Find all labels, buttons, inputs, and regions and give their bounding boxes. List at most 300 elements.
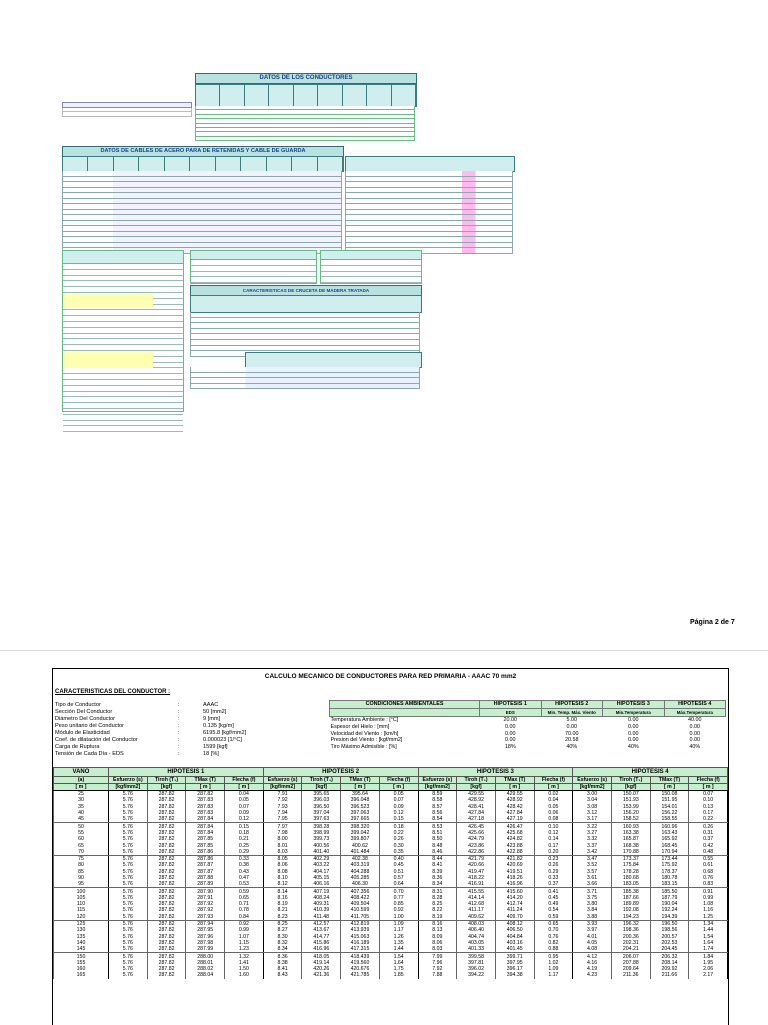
table-cell: 404.17 bbox=[302, 869, 341, 875]
table-cell: 427.18 bbox=[457, 816, 496, 823]
table-cell: 7.97 bbox=[263, 823, 302, 830]
table-cell: 7.91 bbox=[263, 791, 302, 798]
table-cell: 5.76 bbox=[109, 966, 148, 972]
table-cell: 178.37 bbox=[650, 869, 689, 875]
table-cell: 158.55 bbox=[650, 816, 689, 823]
column-unit: [ m ] bbox=[379, 784, 418, 791]
table-cell: 4.05 bbox=[573, 940, 612, 946]
table-cell: 130 bbox=[54, 927, 109, 933]
table-cell: 396.523 bbox=[341, 804, 380, 810]
page-divider bbox=[0, 650, 768, 651]
table-cell: 198.56 bbox=[650, 927, 689, 933]
table-cell: 204.21 bbox=[611, 946, 650, 953]
table-cell: 0.15 bbox=[379, 816, 418, 823]
table-cell: 5.76 bbox=[109, 940, 148, 946]
table-cell: 287.96 bbox=[186, 934, 225, 940]
table-cell: 0.37 bbox=[689, 836, 728, 842]
table-cell: 408.422 bbox=[341, 895, 380, 901]
table-cell: 1.17 bbox=[534, 972, 573, 978]
table-cell: 396.02 bbox=[457, 966, 496, 972]
table-cell: 0.77 bbox=[379, 895, 418, 901]
hyp4-header: HIPOTESIS 4 bbox=[573, 768, 728, 777]
table-cell: 0.26 bbox=[534, 862, 573, 868]
table-cell: 399.58 bbox=[457, 953, 496, 960]
table-cell: 427.19 bbox=[495, 816, 534, 823]
table-cell: 287.82 bbox=[147, 816, 186, 823]
table-cell: 5.76 bbox=[109, 842, 148, 848]
table-cell: 8.19 bbox=[263, 901, 302, 907]
table-cell: 3.37 bbox=[573, 842, 612, 848]
table-cell: 412.68 bbox=[457, 901, 496, 907]
sheet-title: CALCULO MECANICO DE CONDUCTORES PARA RED PRIMARIA - AAAC 70 mm2 bbox=[264, 673, 517, 680]
table-cell: 287.92 bbox=[186, 907, 225, 913]
conditions-header: CONDICIONES AMBIENTALES bbox=[330, 701, 480, 709]
table-cell: 70 bbox=[54, 849, 109, 856]
table-cell: 185.50 bbox=[650, 888, 689, 895]
table-cell: 8.23 bbox=[263, 914, 302, 921]
table-row bbox=[54, 855, 728, 862]
table-cell: 398.99 bbox=[302, 830, 341, 836]
table-cell: 402.29 bbox=[302, 855, 341, 862]
table-cell: 7.96 bbox=[418, 960, 457, 966]
table-cell: 1.08 bbox=[689, 901, 728, 907]
table-cell: 163.38 bbox=[611, 830, 650, 836]
table-row bbox=[54, 849, 728, 856]
table-cell: 1.74 bbox=[689, 946, 728, 953]
table-cell: 287.82 bbox=[147, 914, 186, 921]
table-cell: 0.85 bbox=[379, 901, 418, 907]
table-cell: 170.88 bbox=[611, 849, 650, 856]
crossarm-title: CARACTERISTICAS DE CRUCETA DE MADERA TRATADA bbox=[190, 285, 422, 296]
table-cell: 420.66 bbox=[457, 862, 496, 868]
table-cell: 3.17 bbox=[573, 816, 612, 823]
table-cell: 399.807 bbox=[341, 836, 380, 842]
table-cell: 0.57 bbox=[379, 875, 418, 881]
steel-cables-right-rows bbox=[345, 171, 513, 254]
table-cell: 0.88 bbox=[534, 946, 573, 953]
column-unit: [ m ] bbox=[186, 784, 225, 791]
table-cell: 175.92 bbox=[650, 862, 689, 868]
hypothesis-header: HIPOTESIS 1 bbox=[480, 701, 542, 709]
table-cell: 5.76 bbox=[109, 920, 148, 927]
table-cell: 0.23 bbox=[534, 855, 573, 862]
table-cell: 0.59 bbox=[225, 888, 264, 895]
table-cell: 1.32 bbox=[225, 953, 264, 960]
table-cell: 8.19 bbox=[418, 914, 457, 921]
table-cell: 425.66 bbox=[457, 830, 496, 836]
table-cell: 4.16 bbox=[573, 960, 612, 966]
table-cell: 211.66 bbox=[650, 972, 689, 978]
insulator-header bbox=[245, 352, 422, 368]
table-cell: 8.48 bbox=[418, 842, 457, 848]
column-label: Flecha (f) bbox=[689, 777, 728, 784]
table-cell: 8.06 bbox=[263, 862, 302, 868]
table-cell: 1.44 bbox=[379, 946, 418, 953]
table-cell: 0.12 bbox=[379, 810, 418, 816]
table-cell: 8.53 bbox=[418, 823, 457, 830]
table-cell: 287.88 bbox=[186, 875, 225, 881]
table-cell: 1.16 bbox=[689, 907, 728, 913]
column-unit: [kgf] bbox=[457, 784, 496, 791]
table-cell: 7.94 bbox=[263, 810, 302, 816]
poles-table-preview bbox=[62, 250, 184, 412]
property-row: Tensión de Cada Día - EDS : 18 [%] bbox=[55, 751, 219, 757]
table-cell: 1.41 bbox=[225, 960, 264, 966]
highlight-block bbox=[63, 352, 153, 368]
table-cell: 8.57 bbox=[418, 804, 457, 810]
table-cell: 0.68 bbox=[689, 869, 728, 875]
table-cell: 1.09 bbox=[534, 966, 573, 972]
table-cell: 0.49 bbox=[534, 901, 573, 907]
table-cell: 287.82 bbox=[147, 849, 186, 856]
table-cell: 409.31 bbox=[302, 901, 341, 907]
table-cell: 287.84 bbox=[186, 816, 225, 823]
table-cell: 4.12 bbox=[573, 953, 612, 960]
table-cell: 426.47 bbox=[495, 823, 534, 830]
table-cell: 1.35 bbox=[379, 940, 418, 946]
span-calc-table bbox=[53, 767, 728, 979]
table-cell: 4.23 bbox=[573, 972, 612, 978]
table-cell: 8.16 bbox=[263, 895, 302, 901]
table-cell: 287.84 bbox=[186, 830, 225, 836]
table-cell: 287.89 bbox=[186, 881, 225, 888]
table-cell: 401.45 bbox=[495, 946, 534, 953]
table-cell: 0.29 bbox=[225, 849, 264, 856]
table-cell: 75 bbox=[54, 855, 109, 862]
condition-row: Velocidad del Viento : [km/h] 0.00 70.00 0.00 0.00 bbox=[330, 730, 700, 737]
table-cell: 8.03 bbox=[263, 849, 302, 856]
table-cell: 3.57 bbox=[573, 869, 612, 875]
table-cell: 0.70 bbox=[534, 927, 573, 933]
table-cell: 8.30 bbox=[263, 934, 302, 940]
column-unit: [ m ] bbox=[225, 784, 264, 791]
table-cell: 287.82 bbox=[186, 791, 225, 798]
table-cell: 7.92 bbox=[263, 797, 302, 803]
table-cell: 398.28 bbox=[302, 823, 341, 830]
table-cell: 5.76 bbox=[109, 888, 148, 895]
table-cell: 180.68 bbox=[611, 875, 650, 881]
conductors-data-title: DATOS DE LOS CONDUCTORES bbox=[195, 73, 417, 84]
table-cell: 173.44 bbox=[650, 855, 689, 862]
table-cell: 3.66 bbox=[573, 881, 612, 888]
table-cell: 0.51 bbox=[379, 869, 418, 875]
table-cell: 1.64 bbox=[379, 960, 418, 966]
table-cell: 0.55 bbox=[689, 855, 728, 862]
table-cell: 418.439 bbox=[341, 953, 380, 960]
table-cell: 5.76 bbox=[109, 907, 148, 913]
table-cell: 287.82 bbox=[147, 855, 186, 862]
table-cell: 419.51 bbox=[495, 869, 534, 875]
column-unit: [kgf/mm2] bbox=[263, 784, 302, 791]
table-cell: 287.91 bbox=[186, 895, 225, 901]
table-cell: 3.52 bbox=[573, 862, 612, 868]
table-cell: 5.76 bbox=[109, 869, 148, 875]
column-label: Tiroh (T₁) bbox=[457, 777, 496, 784]
table-cell: 3.75 bbox=[573, 895, 612, 901]
table-cell: 287.82 bbox=[147, 836, 186, 842]
table-cell: 287.82 bbox=[147, 881, 186, 888]
table-cell: 287.82 bbox=[147, 927, 186, 933]
right-table-preview bbox=[320, 250, 422, 284]
table-cell: 0.47 bbox=[225, 875, 264, 881]
table-cell: 287.82 bbox=[147, 830, 186, 836]
table-cell: 403.16 bbox=[495, 940, 534, 946]
table-cell: 0.95 bbox=[534, 953, 573, 960]
column-label: TMax (T) bbox=[495, 777, 534, 784]
table-cell: 399.71 bbox=[495, 953, 534, 960]
column-label: Tiroh (T₁) bbox=[611, 777, 650, 784]
table-cell: 419.47 bbox=[457, 869, 496, 875]
column-label: Esfuerzo (s) bbox=[418, 777, 457, 784]
column-unit: [ m ] bbox=[534, 784, 573, 791]
table-cell: 170.94 bbox=[650, 849, 689, 856]
table-cell: 160.93 bbox=[611, 823, 650, 830]
table-cell: 151.95 bbox=[650, 797, 689, 803]
table-cell: 408.12 bbox=[495, 920, 534, 927]
table-cell: 0.45 bbox=[379, 862, 418, 868]
table-cell: 5.76 bbox=[109, 901, 148, 907]
table-cell: 0.54 bbox=[534, 907, 573, 913]
table-cell: 0.18 bbox=[379, 823, 418, 830]
table-cell: 5.76 bbox=[109, 816, 148, 823]
table-cell: 394.38 bbox=[495, 972, 534, 978]
table-cell: 200.36 bbox=[611, 934, 650, 940]
table-cell: 5.76 bbox=[109, 855, 148, 862]
table-cell: 0.53 bbox=[225, 881, 264, 888]
table-cell: 0.84 bbox=[225, 914, 264, 921]
table-cell: 0.05 bbox=[225, 797, 264, 803]
table-row bbox=[54, 953, 728, 960]
table-cell: 190.04 bbox=[650, 901, 689, 907]
table-cell: 400.62 bbox=[341, 842, 380, 848]
conductors-data-header bbox=[195, 84, 417, 107]
table-cell: 1.44 bbox=[689, 927, 728, 933]
table-cell: 145 bbox=[54, 946, 109, 953]
table-cell: 1.50 bbox=[225, 966, 264, 972]
table-cell: 287.82 bbox=[147, 862, 186, 868]
table-cell: 7.93 bbox=[263, 804, 302, 810]
table-cell: 1.15 bbox=[225, 940, 264, 946]
table-cell: 287.82 bbox=[147, 842, 186, 848]
table-cell: 5.76 bbox=[109, 895, 148, 901]
table-cell: 3.08 bbox=[573, 804, 612, 810]
table-cell: 416.96 bbox=[302, 946, 341, 953]
table-cell: 135 bbox=[54, 934, 109, 940]
table-cell: 8.25 bbox=[418, 901, 457, 907]
table-cell: 211.36 bbox=[611, 972, 650, 978]
table-cell: 40 bbox=[54, 810, 109, 816]
table-cell: 396.17 bbox=[495, 966, 534, 972]
table-cell: 0.05 bbox=[379, 791, 418, 798]
table-cell: 403.22 bbox=[302, 862, 341, 868]
table-cell: 208.14 bbox=[650, 960, 689, 966]
table-cell: 3.12 bbox=[573, 810, 612, 816]
table-cell: 287.82 bbox=[147, 895, 186, 901]
table-cell: 288.04 bbox=[186, 972, 225, 978]
property-row: Carga de Ruptura : 1599 [kgf] bbox=[55, 744, 228, 750]
table-cell: 5.76 bbox=[109, 934, 148, 940]
table-cell: 5.76 bbox=[109, 881, 148, 888]
table-cell: 0.76 bbox=[689, 875, 728, 881]
table-cell: 2.17 bbox=[689, 972, 728, 978]
table-cell: 287.82 bbox=[147, 791, 186, 798]
table-cell: 420.676 bbox=[341, 966, 380, 972]
table-cell: 8.43 bbox=[263, 972, 302, 978]
table-cell: 428.41 bbox=[457, 804, 496, 810]
table-cell: 287.83 bbox=[186, 797, 225, 803]
table-cell: 0.64 bbox=[379, 881, 418, 888]
table-cell: 410.599 bbox=[341, 907, 380, 913]
table-cell: 120 bbox=[54, 914, 109, 921]
table-cell: 427.84 bbox=[457, 810, 496, 816]
table-cell: 5.76 bbox=[109, 927, 148, 933]
table-cell: 415.60 bbox=[495, 888, 534, 895]
steel-cables-header bbox=[62, 156, 344, 172]
table-cell: 8.27 bbox=[263, 927, 302, 933]
table-cell: 45 bbox=[54, 816, 109, 823]
table-cell: 196.32 bbox=[611, 920, 650, 927]
conductors-data-rows bbox=[195, 106, 415, 141]
table-cell: 192.24 bbox=[650, 907, 689, 913]
table-cell: 163.43 bbox=[650, 830, 689, 836]
table-cell: 406.30 bbox=[341, 881, 380, 888]
table-cell: 0.33 bbox=[225, 855, 264, 862]
table-cell: 160.96 bbox=[650, 823, 689, 830]
column-unit: [kgf/mm2] bbox=[109, 784, 148, 791]
table-cell: 173.37 bbox=[611, 855, 650, 862]
table-cell: 8.39 bbox=[418, 869, 457, 875]
table-cell: 8.16 bbox=[418, 920, 457, 927]
table-cell: 0.92 bbox=[225, 920, 264, 927]
table-cell: 5.76 bbox=[109, 849, 148, 856]
table-cell: 1.75 bbox=[379, 966, 418, 972]
column-unit: [kgf] bbox=[147, 784, 186, 791]
table-cell: 0.83 bbox=[689, 881, 728, 888]
table-row bbox=[54, 946, 728, 953]
column-unit: [ m ] bbox=[495, 784, 534, 791]
table-cell: 168.45 bbox=[650, 842, 689, 848]
table-cell: 396.03 bbox=[302, 797, 341, 803]
table-cell: 405.285 bbox=[341, 875, 380, 881]
table-cell: 0.61 bbox=[689, 862, 728, 868]
column-label: Flecha (f) bbox=[534, 777, 573, 784]
table-cell: 397.063 bbox=[341, 810, 380, 816]
table-cell: 287.82 bbox=[147, 920, 186, 927]
table-cell: 165 bbox=[54, 972, 109, 978]
table-cell: 8.36 bbox=[418, 875, 457, 881]
steel-cables-title: DATOS DE CABLES DE ACERO PARA DE RETENIDAS Y CABLE DE GUARDA bbox=[62, 146, 344, 157]
table-cell: 417.315 bbox=[341, 946, 380, 953]
table-cell: 415.063 bbox=[341, 934, 380, 940]
table-cell: 55 bbox=[54, 830, 109, 836]
table-cell: 5.76 bbox=[109, 836, 148, 842]
table-cell: 0.31 bbox=[689, 830, 728, 836]
condition-row: Espesor del Hielo : [mm] 0.00 0.00 0.00 0.00 bbox=[330, 723, 700, 730]
table-cell: 416.96 bbox=[495, 881, 534, 888]
table-cell: 400.56 bbox=[302, 842, 341, 848]
table-cell: 1.84 bbox=[689, 953, 728, 960]
table-row bbox=[54, 920, 728, 927]
table-cell: 428.92 bbox=[457, 797, 496, 803]
table-cell: 8.12 bbox=[263, 881, 302, 888]
hypothesis-header: HIPOTESIS 4 bbox=[664, 701, 726, 709]
table-cell: 0.78 bbox=[225, 907, 264, 913]
table-cell: 0.65 bbox=[534, 920, 573, 927]
column-label: Esfuerzo (s) bbox=[573, 777, 612, 784]
table-cell: 3.42 bbox=[573, 849, 612, 856]
table-cell: 8.36 bbox=[263, 953, 302, 960]
table-cell: 8.06 bbox=[418, 940, 457, 946]
table-cell: 414.20 bbox=[495, 895, 534, 901]
steel-cables-rows bbox=[62, 171, 342, 254]
table-row bbox=[54, 972, 728, 978]
table-cell: 1.02 bbox=[534, 960, 573, 966]
table-cell: 405.15 bbox=[302, 875, 341, 881]
column-unit: [kgf/mm2] bbox=[573, 784, 612, 791]
table-cell: 8.00 bbox=[263, 836, 302, 842]
table-cell: 5.76 bbox=[109, 914, 148, 921]
table-cell: 421.36 bbox=[302, 972, 341, 978]
table-cell: 3.61 bbox=[573, 875, 612, 881]
table-cell: 399.042 bbox=[341, 830, 380, 836]
table-cell: 0.22 bbox=[379, 830, 418, 836]
hypothesis-sub: EDS bbox=[480, 708, 542, 716]
table-cell: 0.15 bbox=[225, 823, 264, 830]
table-cell: 155 bbox=[54, 960, 109, 966]
table-cell: 406.40 bbox=[457, 927, 496, 933]
table-cell: 0.07 bbox=[689, 791, 728, 798]
table-cell: 0.04 bbox=[534, 797, 573, 803]
table-cell: 394.22 bbox=[457, 972, 496, 978]
table-cell: 8.32 bbox=[263, 940, 302, 946]
table-cell: 85 bbox=[54, 869, 109, 875]
condition-row: Presion del Viento : [kgf/mm2] 0.00 20.58 0.00 0.00 bbox=[330, 737, 700, 744]
table-cell: 287.82 bbox=[147, 966, 186, 972]
table-cell: 423.88 bbox=[495, 842, 534, 848]
table-cell: 424.79 bbox=[457, 836, 496, 842]
table-cell: 287.87 bbox=[186, 862, 225, 868]
table-cell: 178.28 bbox=[611, 869, 650, 875]
table-row bbox=[54, 914, 728, 921]
table-cell: 5.76 bbox=[109, 946, 148, 953]
table-cell: 8.01 bbox=[263, 842, 302, 848]
table-cell: 397.95 bbox=[495, 960, 534, 966]
table-cell: 8.38 bbox=[263, 960, 302, 966]
column-label: Flecha (f) bbox=[379, 777, 418, 784]
table-cell: 411.17 bbox=[457, 907, 496, 913]
table-cell: 8.03 bbox=[418, 946, 457, 953]
table-cell: 5.76 bbox=[109, 797, 148, 803]
table-cell: 0.99 bbox=[689, 895, 728, 901]
table-cell: 1.09 bbox=[379, 920, 418, 927]
table-cell: 410.39 bbox=[302, 907, 341, 913]
table-cell: 399.73 bbox=[302, 836, 341, 842]
column-label: Tiroh (T₁) bbox=[147, 777, 186, 784]
table-cell: 196.50 bbox=[650, 920, 689, 927]
table-cell: 8.54 bbox=[418, 816, 457, 823]
table-cell: 140 bbox=[54, 940, 109, 946]
table-cell: 5.76 bbox=[109, 830, 148, 836]
table-cell: 156.22 bbox=[650, 810, 689, 816]
table-cell: 3.00 bbox=[573, 791, 612, 798]
table-cell: 0.91 bbox=[689, 888, 728, 895]
table-cell: 419.14 bbox=[302, 960, 341, 966]
table-cell: 419.560 bbox=[341, 960, 380, 966]
table-cell: 287.82 bbox=[147, 888, 186, 895]
table-cell: 5.76 bbox=[109, 953, 148, 960]
column-label: TMax (T) bbox=[186, 777, 225, 784]
table-row bbox=[54, 791, 728, 798]
